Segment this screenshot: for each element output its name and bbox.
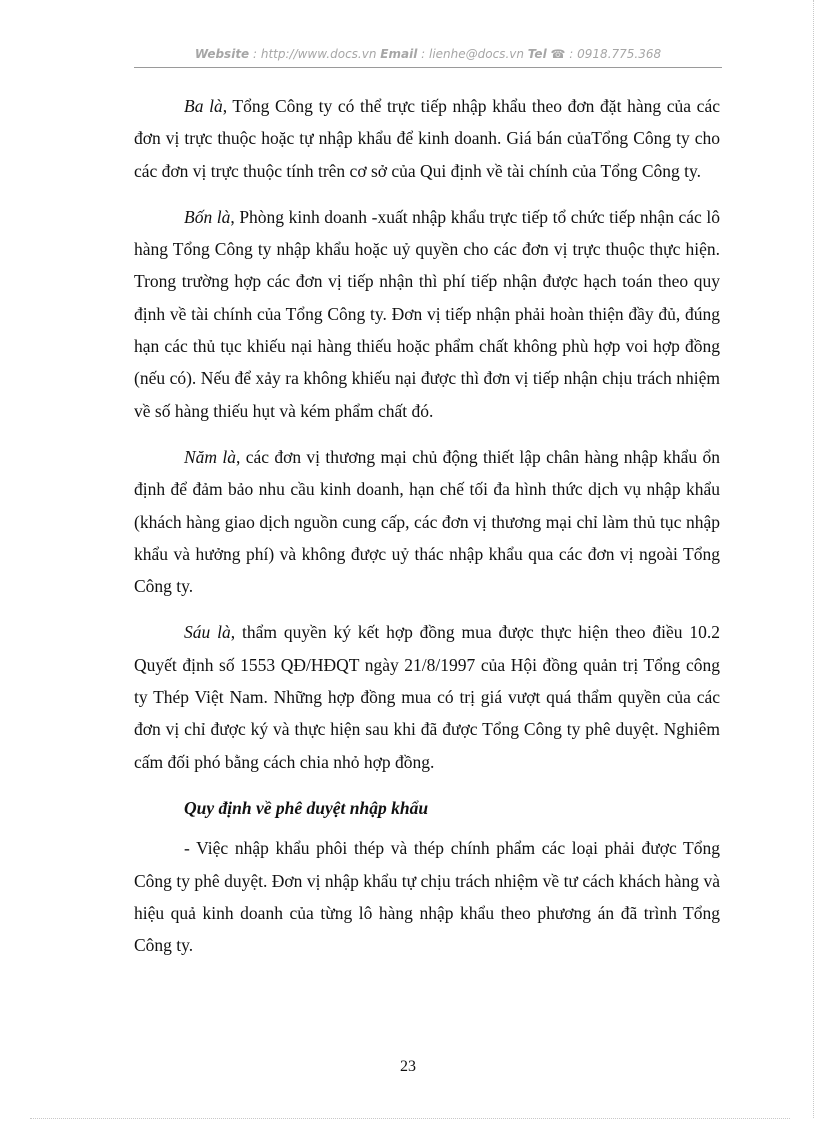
paragraph-lead: Sáu là [184, 622, 231, 643]
website-value: : http://www.docs.vn [249, 47, 377, 61]
website-label: Website [194, 47, 250, 61]
paragraph-text: , Tổng Công ty có thể trực tiếp nhập khẩu theo đơn đặt hàng của các đơn vị trực thuộc hoặc tự nhập khẩu để kinh doanh. Giá bán củaTổng Công ty cho các đơn vị trực thuộc tính trên cơ sở của Qui định về tài chính của Tổng Công ty. [134, 96, 720, 181]
tel-value: : 0918.775.368 [569, 47, 662, 61]
document-body [134, 90, 720, 975]
paragraph-text: , Phòng kinh doanh -xuất nhập khẩu trực tiếp tổ chức tiếp nhận các lô hàng Tổng Công ty nhập khẩu hoặc uỷ quyền cho các đơn vị trực thuộc thực hiện. Trong trường hợp các đơn vị tiếp nhận thì phí tiếp nhận được hạch toán theo quy định về tài chính của Tổng Công ty. Đơn vị tiếp nhận phải hoàn thiện đầy đủ, đúng hạn các thủ tục khiếu nại hàng thiếu hoặc phẩm chất không phù hợp voi hợp đồng (nếu có). Nếu để xảy ra không khiếu nại được thì đơn vị tiếp nhận chịu trách nhiệm về số hàng thiếu hụt và kém phẩm chất đó. [134, 206, 720, 421]
paragraph-lead: Ba là [184, 96, 223, 116]
paragraph-bon-la [134, 201, 720, 427]
phone-icon: ☎ [550, 47, 566, 61]
tel-label: Tel [527, 47, 547, 61]
page-header [134, 47, 722, 61]
right-border [813, 0, 814, 1118]
bottom-border [30, 1118, 790, 1119]
paragraph-nam-la [134, 441, 720, 602]
header-divider [134, 67, 722, 68]
paragraph-final: - Việc nhập khẩu phôi thép và thép chính phẩm các loại phải được Tổng Công ty phê duyệt. Đơn vị nhập khẩu tự chịu trách nhiệm về tư cách khách hàng và hiệu quả kinh doanh của từng lô hàng nhập khẩu theo phương án đã trình Tổng Công ty. [134, 838, 720, 956]
page-number: 23 [400, 1058, 416, 1075]
paragraph-lead: Năm là [184, 446, 236, 467]
email-value: : lienhe@docs.vn [417, 47, 524, 61]
email-label: Email [380, 47, 418, 61]
section-heading: Quy định về phê duyệt nhập khẩu [184, 797, 429, 818]
paragraph-ba-la [134, 90, 720, 187]
paragraph-text: , thẩm quyền ký kết hợp đồng mua được thực hiện theo điều 10.2 Quyết định số 1553 QĐ/HĐQT ngày 21/8/1997 của Hội đồng quản trị Tổng công ty Thép Việt Nam. Những hợp đồng mua có trị giá vượt quá thẩm quyền của các đơn vị chỉ được ký và thực hiện sau khi đã được Tổng Công ty phê duyệt. Nghiêm cấm đối phó bằng cách chia nhỏ hợp đồng. [134, 622, 720, 772]
paragraph-lead: Bốn là [184, 206, 231, 227]
paragraph-sau-la [134, 616, 720, 777]
paragraph-text: , các đơn vị thương mại chủ động thiết lập chân hàng nhập khẩu ổn định để đảm bảo nhu cầu kinh doanh, hạn chế tối đa hình thức dịch vụ nhập khẩu (khách hàng giao dịch nguồn cung cấp, các đơn vị thương mại chỉ làm thủ tục nhập khẩu và hưởng phí) và không được uỷ thác nhập khẩu qua các đơn vị ngoài Tổng Công ty. [134, 446, 720, 597]
